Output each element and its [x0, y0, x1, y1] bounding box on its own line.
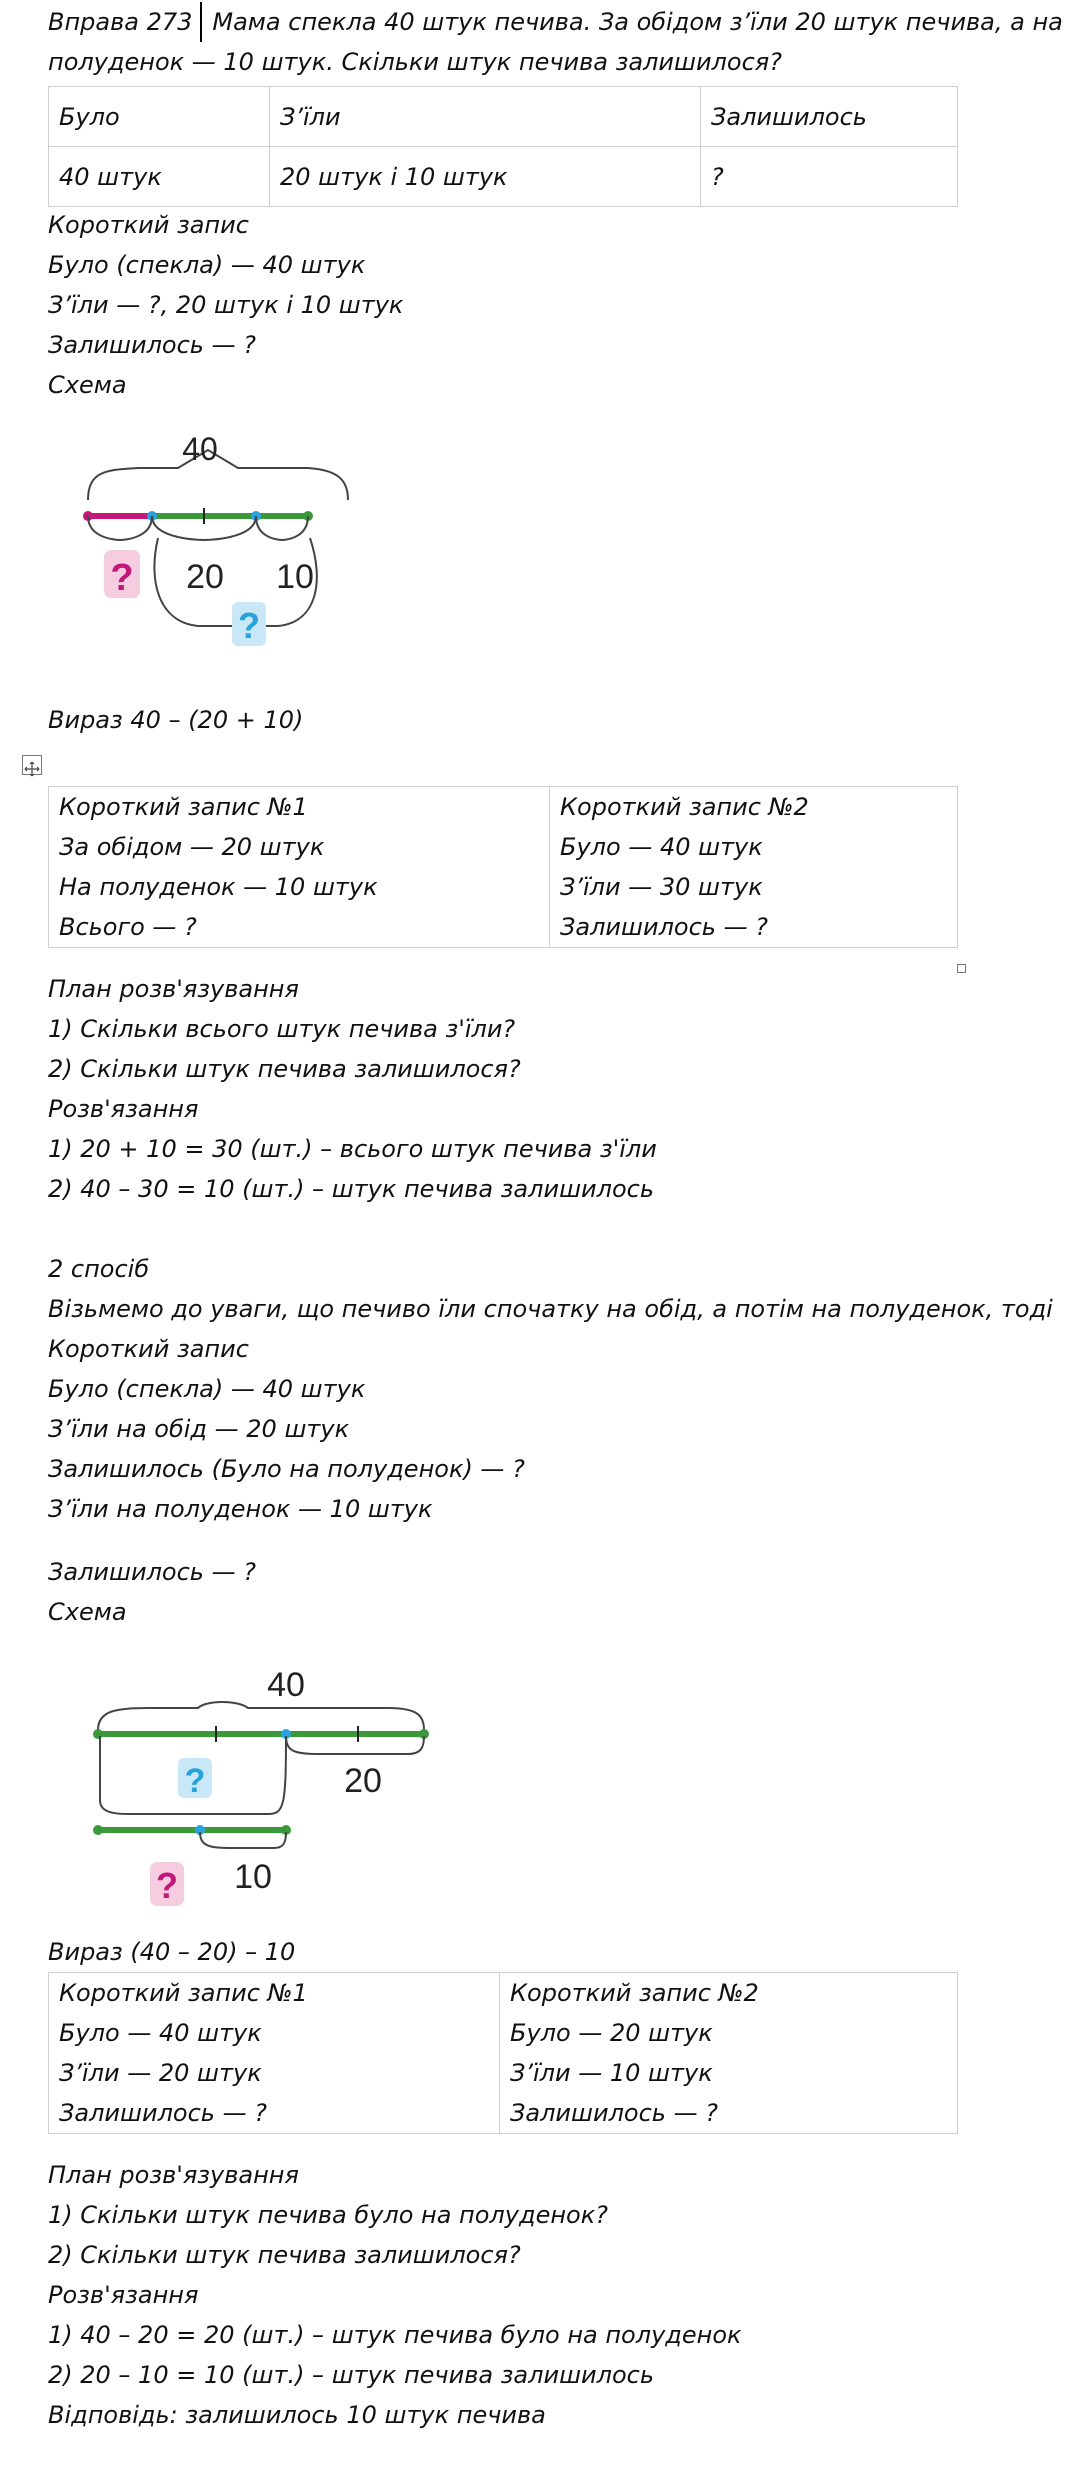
main-table-row	[49, 147, 958, 207]
solution-step: 1) 20 + 10 = 30 (шт.) – всього штук печива з'їли	[48, 1135, 657, 1163]
notes-table-col-1	[49, 1973, 500, 2134]
plan-step: 1) Скільки всього штук печива з'їли?	[48, 1015, 516, 1043]
short-note-line: Було (спекла) — 40 штук	[48, 251, 366, 279]
solution-step: 2) 20 – 10 = 10 (шт.) – штук печива залишилось	[48, 2361, 654, 2389]
main-table-header-row	[49, 87, 958, 147]
segment-point	[93, 1825, 103, 1835]
notes-line: З’їли — 30 штук	[560, 873, 763, 901]
segment-point	[93, 1729, 103, 1739]
diagram1-unknown-left: ?	[110, 557, 134, 599]
short-note-line: З’їли на полуденок — 10 штук	[48, 1495, 433, 1523]
main-table	[48, 86, 958, 207]
diagram1-part-b: 10	[276, 558, 314, 596]
notes-line: Залишилось — ?	[59, 2099, 267, 2127]
short-note-line: З’їли — ?, 20 штук і 10 штук	[48, 291, 404, 319]
main-table-cell: 40 штук	[49, 147, 270, 207]
notes-line: Залишилось — ?	[560, 913, 768, 941]
table-resize-handle[interactable]	[957, 964, 966, 973]
notes-table-col-2	[500, 1973, 958, 2134]
short-note-line: Залишилось (Було на полуденок) — ?	[48, 1455, 525, 1483]
solution-step: 1) 40 – 20 = 20 (шт.) – штук печива було на полуденок	[48, 2321, 742, 2349]
expression-1: Вираз 40 – (20 + 10)	[48, 706, 304, 734]
solution-heading: Розв'язання	[48, 1095, 199, 1123]
main-table-header: З’їли	[270, 87, 701, 147]
notes-line: За обідом — 20 штук	[59, 833, 325, 861]
diagram1-part-a: 20	[186, 558, 224, 596]
diagram1-unknown-bottom: ?	[238, 605, 260, 646]
short-note-line: Залишилось — ?	[48, 331, 256, 359]
main-table-cell: 20 штук і 10 штук	[270, 147, 701, 207]
plan-step: 2) Скільки штук печива залишилося?	[48, 1055, 521, 1083]
move-icon	[23, 760, 41, 778]
problem-text-2: полуденок — 10 штук. Скільки штук печива залишилося?	[48, 48, 782, 76]
problem-text-1: Мама спекла 40 штук печива. За обідом з’їли 20 штук печива, а на	[212, 8, 1063, 36]
main-table-header: Залишилось	[701, 87, 958, 147]
notes-heading: Короткий запис №1	[59, 1979, 308, 2007]
total-brace	[98, 1702, 424, 1730]
method2-intro: Візьмемо до уваги, що печиво їли спочатку на обід, а потім на полуденок, тоді	[48, 1295, 1053, 1323]
part-brace	[200, 1832, 286, 1848]
notes-table-1	[48, 786, 958, 948]
notes-table-row	[49, 787, 958, 948]
method2-heading: 2 спосіб	[48, 1255, 150, 1283]
notes-line: Було — 40 штук	[59, 2019, 262, 2047]
problem-line-1	[48, 2, 1063, 42]
scheme-heading: Схема	[48, 371, 127, 399]
short-note-line: Було (спекла) — 40 штук	[48, 1375, 366, 1403]
notes-line: На полуденок — 10 штук	[59, 873, 378, 901]
short-note-remaining: Залишилось — ?	[48, 1558, 256, 1586]
short-note-line: З’їли на обід — 20 штук	[48, 1415, 350, 1443]
notes-heading: Короткий запис №1	[59, 793, 308, 821]
part-brace	[88, 516, 152, 540]
main-table-cell: ?	[701, 147, 958, 207]
short-note-heading: Короткий запис	[48, 1335, 249, 1363]
plan-step: 2) Скільки штук печива залишилося?	[48, 2241, 521, 2269]
diagram2-unknown-top: ?	[184, 1762, 206, 1800]
notes-table-col-2	[550, 787, 958, 948]
solution-step: 2) 40 – 30 = 10 (шт.) – штук печива залишилось	[48, 1175, 654, 1203]
notes-heading: Короткий запис №2	[510, 1979, 759, 2007]
exercise-label: Вправа 273	[48, 2, 202, 42]
total-brace	[88, 450, 348, 500]
solution-heading: Розв'язання	[48, 2281, 199, 2309]
scheme-diagram-1	[48, 430, 378, 670]
notes-line: Залишилось — ?	[510, 2099, 718, 2127]
plan-heading: План розв'язування	[48, 2161, 299, 2189]
notes-line: Всього — ?	[59, 913, 197, 941]
table-move-handle[interactable]	[22, 755, 42, 775]
diagram2-bottom-part: 10	[234, 1858, 272, 1896]
part-brace	[256, 516, 308, 540]
diagram2-unknown-bottom: ?	[156, 1865, 178, 1906]
diagram1-total: 40	[182, 431, 218, 467]
expression-2: Вираз (40 – 20) – 10	[48, 1938, 296, 1966]
short-note-heading: Короткий запис	[48, 211, 249, 239]
diagram2-total: 40	[267, 1666, 305, 1704]
notes-table-col-1	[49, 787, 550, 948]
scheme-heading: Схема	[48, 1598, 127, 1626]
notes-table-row	[49, 1973, 958, 2134]
notes-table-2	[48, 1972, 958, 2134]
notes-heading: Короткий запис №2	[560, 793, 809, 821]
diagram2-part: 20	[344, 1762, 382, 1800]
plan-step: 1) Скільки штук печива було на полуденок?	[48, 2201, 608, 2229]
part-brace	[286, 1736, 424, 1754]
answer: Відповідь: залишилось 10 штук печива	[48, 2401, 546, 2429]
plan-heading: План розв'язування	[48, 975, 299, 1003]
notes-line: Було — 40 штук	[560, 833, 763, 861]
notes-line: З’їли — 10 штук	[510, 2059, 713, 2087]
main-table-header: Було	[49, 87, 270, 147]
notes-line: Було — 20 штук	[510, 2019, 713, 2047]
notes-line: З’їли — 20 штук	[59, 2059, 262, 2087]
scheme-diagram-2	[88, 1650, 448, 1910]
